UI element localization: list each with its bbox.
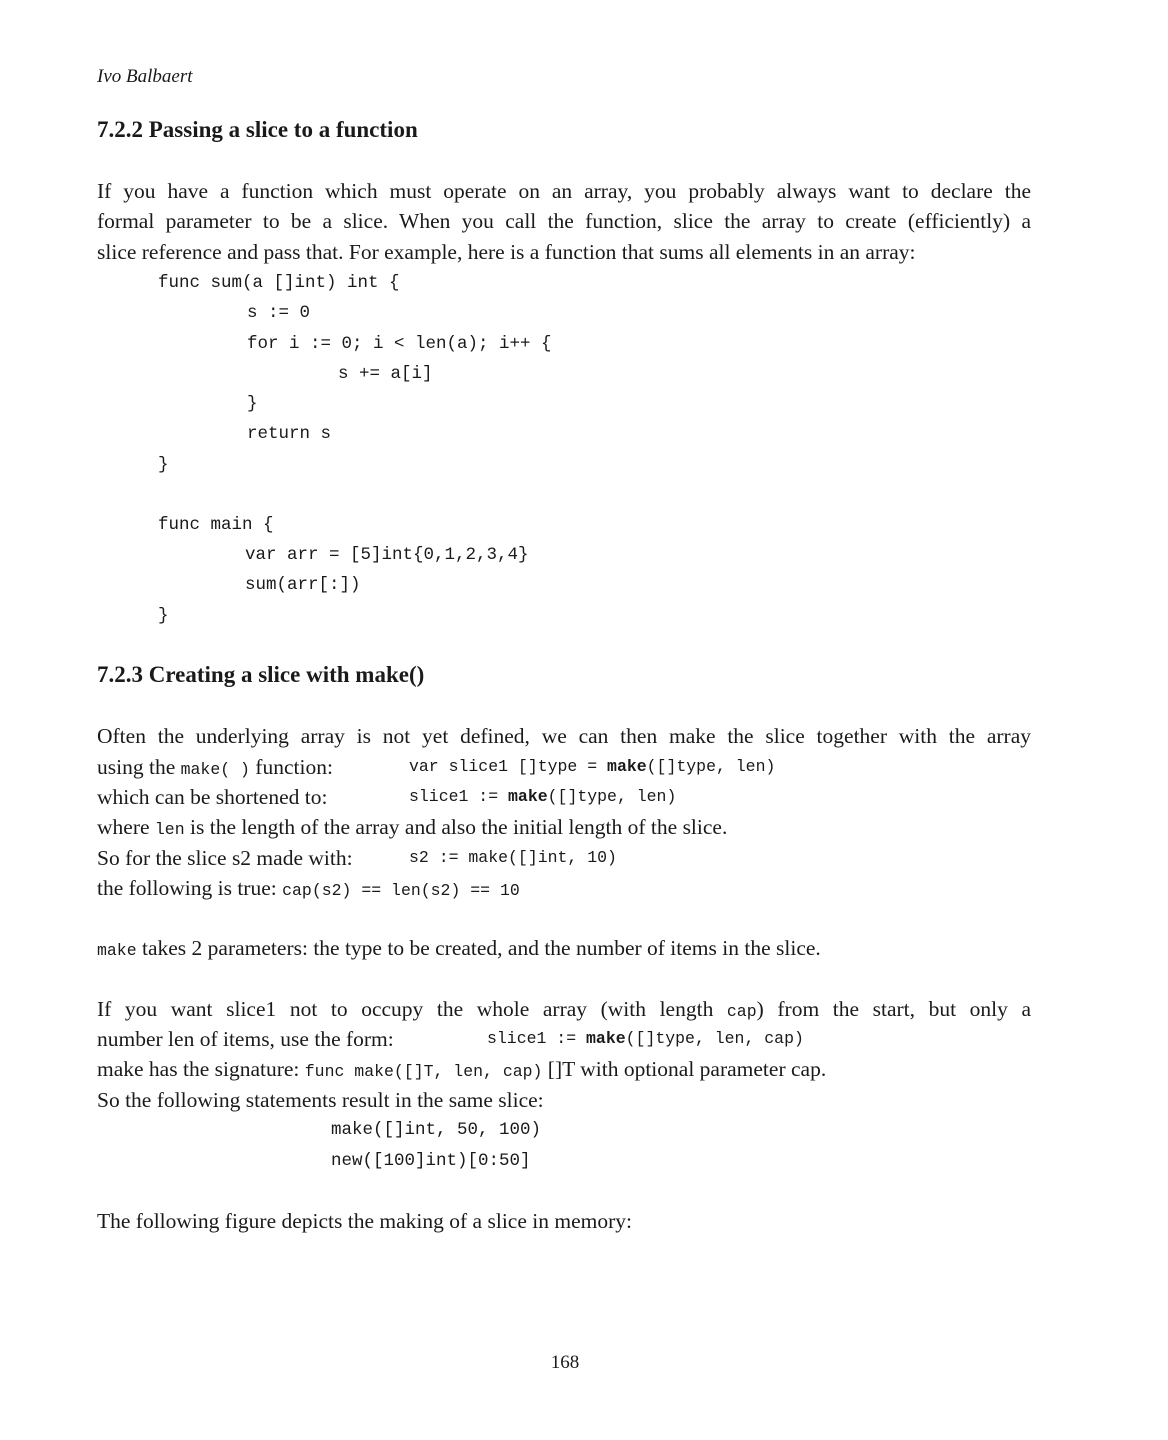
inline-code: make bbox=[97, 941, 137, 960]
paragraph-line: Often the underlying array is not yet defined, we can then make the slice together with the array bbox=[97, 724, 1031, 748]
paragraph-line: the following is true: cap(s2) == len(s2) == 10 bbox=[97, 876, 520, 900]
code-line: } bbox=[158, 455, 169, 475]
code-line: } bbox=[158, 606, 169, 626]
paragraph-line: So for the slice s2 made with: s2 := make([]int, 10) bbox=[97, 846, 617, 870]
text: function: bbox=[249, 755, 333, 779]
paragraph-line: slice reference and pass that. For example, here is a function that sums all elements in an array: bbox=[97, 240, 916, 264]
code-line: s := 0 bbox=[247, 303, 311, 323]
inline-code: func make([]T, len, cap) bbox=[304, 1062, 543, 1081]
code-line: make([]int, 50, 100) bbox=[331, 1120, 542, 1140]
paragraph-line: number len of items, use the form: slice1 := make([]type, len, cap) bbox=[97, 1027, 804, 1051]
page-number: 168 bbox=[550, 1352, 580, 1373]
inline-code: cap(s2) == len(s2) == 10 bbox=[282, 881, 520, 900]
paragraph-line bbox=[97, 783, 1031, 811]
running-header-author: Ivo Balbaert bbox=[97, 66, 193, 87]
inline-code: s2 := make([]int, 10) bbox=[409, 848, 617, 867]
code-line: func sum(a []int) int { bbox=[158, 273, 400, 293]
code-line: sum(arr[:]) bbox=[245, 575, 361, 595]
code-line: s += a[i] bbox=[338, 364, 433, 384]
code-line: func main { bbox=[158, 515, 274, 535]
code-line: new([100]int)[0:50] bbox=[331, 1151, 531, 1171]
code-line: return s bbox=[247, 424, 332, 444]
paragraph-line: The following figure depicts the making of a slice in memory: bbox=[97, 1209, 632, 1233]
code-line: var arr = [5]int{0,1,2,3,4} bbox=[245, 545, 529, 565]
text: which can be shortened to: bbox=[97, 785, 328, 809]
paragraph-line: formal parameter to be a slice. When you call the function, slice the array to create (efficiently) a bbox=[97, 209, 1031, 233]
paragraph-line: where len is the length of the array and also the initial length of the slice. bbox=[97, 815, 728, 839]
text: using the bbox=[97, 755, 181, 779]
paragraph-line: make takes 2 parameters: the type to be created, and the number of items in the slice. bbox=[97, 936, 821, 960]
inline-code: make( ) bbox=[180, 760, 250, 779]
paragraph-line: make has the signature: func make([]T, len, cap) []T with optional parameter cap. bbox=[97, 1057, 827, 1081]
paragraph-line: If you have a function which must operate on an array, you probably always want to declare the bbox=[97, 179, 1031, 203]
paragraph-line: If you want slice1 not to occupy the whole array (with length cap) from the start, but only a bbox=[97, 997, 1031, 1021]
code-line: for i := 0; i < len(a); i++ { bbox=[247, 334, 552, 354]
inline-code: len bbox=[154, 820, 185, 839]
code-line: } bbox=[247, 394, 258, 414]
paragraph-line: So the following statements result in the same slice: bbox=[97, 1088, 544, 1112]
section-heading: 7.2.2 Passing a slice to a function bbox=[97, 117, 418, 142]
section-heading: 7.2.3 Creating a slice with make() bbox=[97, 662, 425, 687]
paragraph-line bbox=[97, 753, 1031, 784]
inline-code: slice1 := make([]type, len, cap) bbox=[487, 1029, 804, 1048]
inline-code: var slice1 []type = make([]type, len) bbox=[409, 757, 776, 776]
inline-code: slice1 := make([]type, len) bbox=[409, 787, 677, 806]
inline-code: cap bbox=[726, 1002, 757, 1021]
